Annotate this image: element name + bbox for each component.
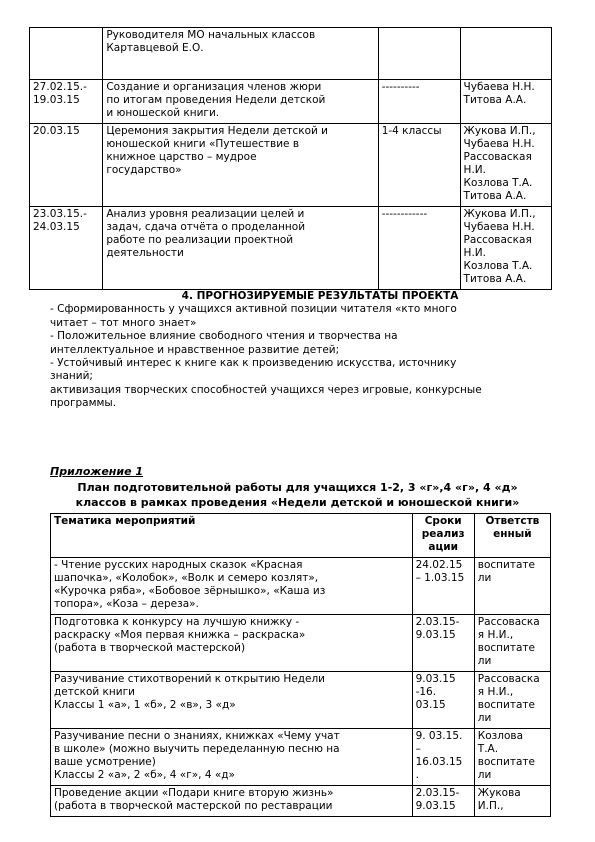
plan-title [40, 481, 555, 510]
date-cell [30, 207, 103, 290]
event-cell-line: Церемония закрытия Недели детской и [106, 125, 328, 137]
responsible-cell-line: я Н.И., [477, 629, 514, 641]
responsible-cell-line: Козлова Т.А. [463, 177, 533, 189]
date-cell-line: 20.03.15 [33, 125, 80, 137]
dates-cell-line: 9. 03.15. [415, 730, 463, 742]
event-cell [103, 207, 378, 290]
responsible-cell-line: Рассоваская [463, 151, 532, 163]
results-line: активизация творческих способностей учащихся через игровые, конкурсные [50, 383, 482, 396]
date-cell-line: 19.03.15 [33, 94, 80, 106]
responsible-cell-line: ли [477, 712, 492, 724]
responsible-cell-line: Н.И. [463, 247, 486, 259]
dates-cell-line: 2.03.15- [415, 787, 460, 799]
responsible-cell-line: воспитате [477, 699, 535, 711]
responsible-cell [474, 672, 550, 729]
event-cell-line: книжное царство – мудрое [106, 151, 257, 163]
header-text: реализ [421, 528, 465, 540]
topic-cell-line: раскраску «Моя первая книжка – раскраска» [54, 629, 306, 641]
participants-cell [378, 124, 460, 207]
header-text: Сроки [424, 515, 462, 527]
dates-cell-line: – 1.03.15 [415, 572, 465, 584]
header-topic [51, 514, 413, 558]
event-cell [103, 124, 378, 207]
results-line: знаний; [50, 370, 93, 383]
date-cell [30, 80, 103, 124]
dates-cell [412, 672, 474, 729]
topic-cell-line: детской книги [54, 686, 135, 698]
topic-cell [51, 615, 413, 672]
responsible-cell [460, 80, 551, 124]
dates-cell [412, 729, 474, 786]
dates-cell [412, 786, 474, 817]
participants-cell [378, 207, 460, 290]
event-cell-line: Анализ уровня реализации целей и [106, 208, 305, 220]
topic-cell-line: Классы 1 «а», 1 «б», 2 «в», 3 «д» [54, 699, 236, 711]
topic-cell [51, 558, 413, 615]
responsible-cell-line: Н.И. [463, 164, 486, 176]
plan-table [50, 513, 551, 817]
topic-cell [51, 729, 413, 786]
participants-cell-line: ---------- [381, 81, 420, 93]
event-cell-line: по итогам проведения Недели детской [106, 94, 326, 106]
dates-cell-line: 03.15 [415, 699, 446, 711]
schedule-table-body [30, 28, 552, 290]
table-row [51, 672, 551, 729]
event-cell-line: Картавцевой Е.О. [106, 42, 204, 54]
dates-cell-line: -16. [415, 686, 437, 698]
responsible-cell [474, 615, 550, 672]
responsible-cell-line: Титова А.А. [463, 190, 527, 202]
plan-title-line: План подготовительной работы для учащихся 1-2, 3 «г»,4 «г», 4 «д» [77, 481, 518, 494]
date-cell-line: 27.02.15.- [33, 81, 87, 93]
dates-cell-line: 16.03.15 [415, 756, 463, 768]
dates-cell-line: 9.03.15 [415, 800, 456, 812]
responsible-cell-line: Козлова Т.А. [463, 260, 533, 272]
header-dates [412, 514, 474, 558]
event-cell-line: юношеской книги «Путешествие в [106, 138, 300, 150]
topic-cell-line: (работа в творческой мастерской по реставрации [54, 800, 333, 812]
event-cell-line: Руководителя МО начальных классов [106, 29, 316, 41]
plan-title-line: классов в рамках проведения «Недели детской и юношеской книги» [75, 495, 520, 509]
table-row [30, 124, 552, 207]
date-cell [30, 28, 103, 80]
header-text: Ответств [485, 515, 540, 527]
participants-cell-line: 1-4 классы [381, 125, 442, 137]
table-row [30, 28, 552, 80]
table-row [51, 729, 551, 786]
section-heading: 4. ПРОГНОЗИРУЕМЫЕ РЕЗУЛЬТАТЫ ПРОЕКТА [181, 290, 459, 302]
topic-cell [51, 786, 413, 817]
dates-cell [412, 615, 474, 672]
date-cell [30, 124, 103, 207]
table-row [51, 786, 551, 817]
responsible-cell [460, 28, 551, 80]
table-row [30, 207, 552, 290]
dates-cell-line: 9.03.15 [415, 673, 456, 685]
date-cell-line: 23.03.15.- [33, 208, 87, 220]
event-cell [103, 28, 378, 80]
appendix-label: Приложение 1 [50, 465, 144, 478]
topic-cell-line: Подготовка к конкурсу на лучшую книжку - [54, 616, 300, 628]
results-text [50, 303, 550, 410]
participants-cell [378, 80, 460, 124]
topic-cell-line: - Чтение русских народных сказок «Красная [54, 559, 303, 571]
responsible-cell [474, 729, 550, 786]
responsible-cell [460, 207, 551, 290]
dates-cell-line: . [415, 769, 419, 781]
responsible-cell-line: Рассоваска [477, 616, 540, 628]
dates-cell-line: 9.03.15 [415, 629, 456, 641]
dates-cell [412, 558, 474, 615]
responsible-cell-line: Чубаева Н.Н. [463, 221, 535, 233]
topic-cell-line: Классы 2 «а», 2 «б», 4 «г», 4 «д» [54, 769, 235, 781]
schedule-table [29, 27, 552, 290]
results-line: - Устойчивый интерес к книге как к произведению искусства, источнику [50, 357, 457, 370]
results-line: - Положительное влияние свободного чтения и творчества на [50, 330, 398, 343]
responsible-cell-line: ли [477, 769, 492, 781]
header-text: ации [428, 541, 458, 553]
responsible-cell-line: Рассоваска [477, 673, 540, 685]
table-row [51, 558, 551, 615]
topic-cell-line: (работа в творческой мастерской) [54, 642, 246, 654]
topic-cell [51, 672, 413, 729]
responsible-cell-line: Чубаева Н.Н. [463, 138, 535, 150]
topic-cell-line: в школе» (можно выучить переделанную песню на [54, 743, 340, 755]
responsible-cell-line: Жукова [477, 787, 521, 799]
event-cell-line: государство» [106, 164, 182, 176]
dates-cell-line: 2.03.15- [415, 616, 460, 628]
responsible-cell [474, 786, 550, 817]
header-responsible [474, 514, 550, 558]
responsible-cell [474, 558, 550, 615]
responsible-cell-line: И.П., [477, 800, 504, 812]
topic-cell-line: шапочка», «Колобок», «Волк и семеро козлят», [54, 572, 319, 584]
header-text: Тематика мероприятий [54, 515, 196, 527]
table-row [30, 80, 552, 124]
responsible-cell-line: Козлова [477, 730, 524, 742]
responsible-cell-line: Жукова И.П., [463, 208, 536, 220]
responsible-cell-line: я Н.И., [477, 686, 514, 698]
topic-cell-line: ваше усмотрение) [54, 756, 156, 768]
responsible-cell-line: воспитате [477, 756, 535, 768]
topic-cell-line: топора», «Коза – дереза». [54, 598, 199, 610]
responsible-cell-line: Жукова И.П., [463, 125, 536, 137]
event-cell-line: работе по реализации проектной [106, 234, 294, 246]
responsible-cell [460, 124, 551, 207]
table-row [51, 615, 551, 672]
dates-cell-line: 24.02.15 [415, 559, 463, 571]
responsible-cell-line: Титова А.А. [463, 94, 527, 106]
results-line: интеллектуальное и нравственное развитие детей; [50, 343, 340, 356]
header-text: енный [493, 528, 532, 540]
event-cell-line: задач, сдача отчёта о проделанной [106, 221, 306, 233]
responsible-cell-line: ли [477, 655, 492, 667]
participants-cell-line: ------------ [381, 208, 428, 220]
event-cell-line: деятельности [106, 247, 184, 259]
topic-cell-line: «Курочка ряба», «Бобовое зёрнышко», «Каша из [54, 585, 326, 597]
topic-cell-line: Проведение акции «Подари книге вторую жизнь» [54, 787, 334, 799]
topic-cell-line: Разучивание стихотворений к открытию Недели [54, 673, 326, 685]
responsible-cell-line: воспитате [477, 559, 535, 571]
responsible-cell-line: воспитате [477, 642, 535, 654]
event-cell-line: и юношеской книги. [106, 107, 220, 119]
responsible-cell-line: Рассоваская [463, 234, 532, 246]
results-line: - Сформированность у учащихся активной позиции читателя «кто много [50, 303, 457, 316]
dates-cell-line: – [415, 743, 421, 755]
plan-table-body [51, 558, 551, 817]
responsible-cell-line: Чубаева Н.Н. [463, 81, 535, 93]
event-cell-line: Создание и организация членов жюри [106, 81, 322, 93]
results-line: программы. [50, 397, 117, 410]
responsible-cell-line: ли [477, 572, 492, 584]
plan-table-header-row [51, 514, 551, 558]
topic-cell-line: Разучивание песни о знаниях, книжках «Чему учат [54, 730, 340, 742]
responsible-cell-line: Т.А. [477, 743, 499, 755]
participants-cell [378, 28, 460, 80]
event-cell [103, 80, 378, 124]
results-line: читает – тот много знает» [50, 316, 197, 329]
date-cell-line: 24.03.15 [33, 221, 80, 233]
responsible-cell-line: Титова А.А. [463, 273, 527, 285]
expected-results-section [50, 290, 550, 411]
